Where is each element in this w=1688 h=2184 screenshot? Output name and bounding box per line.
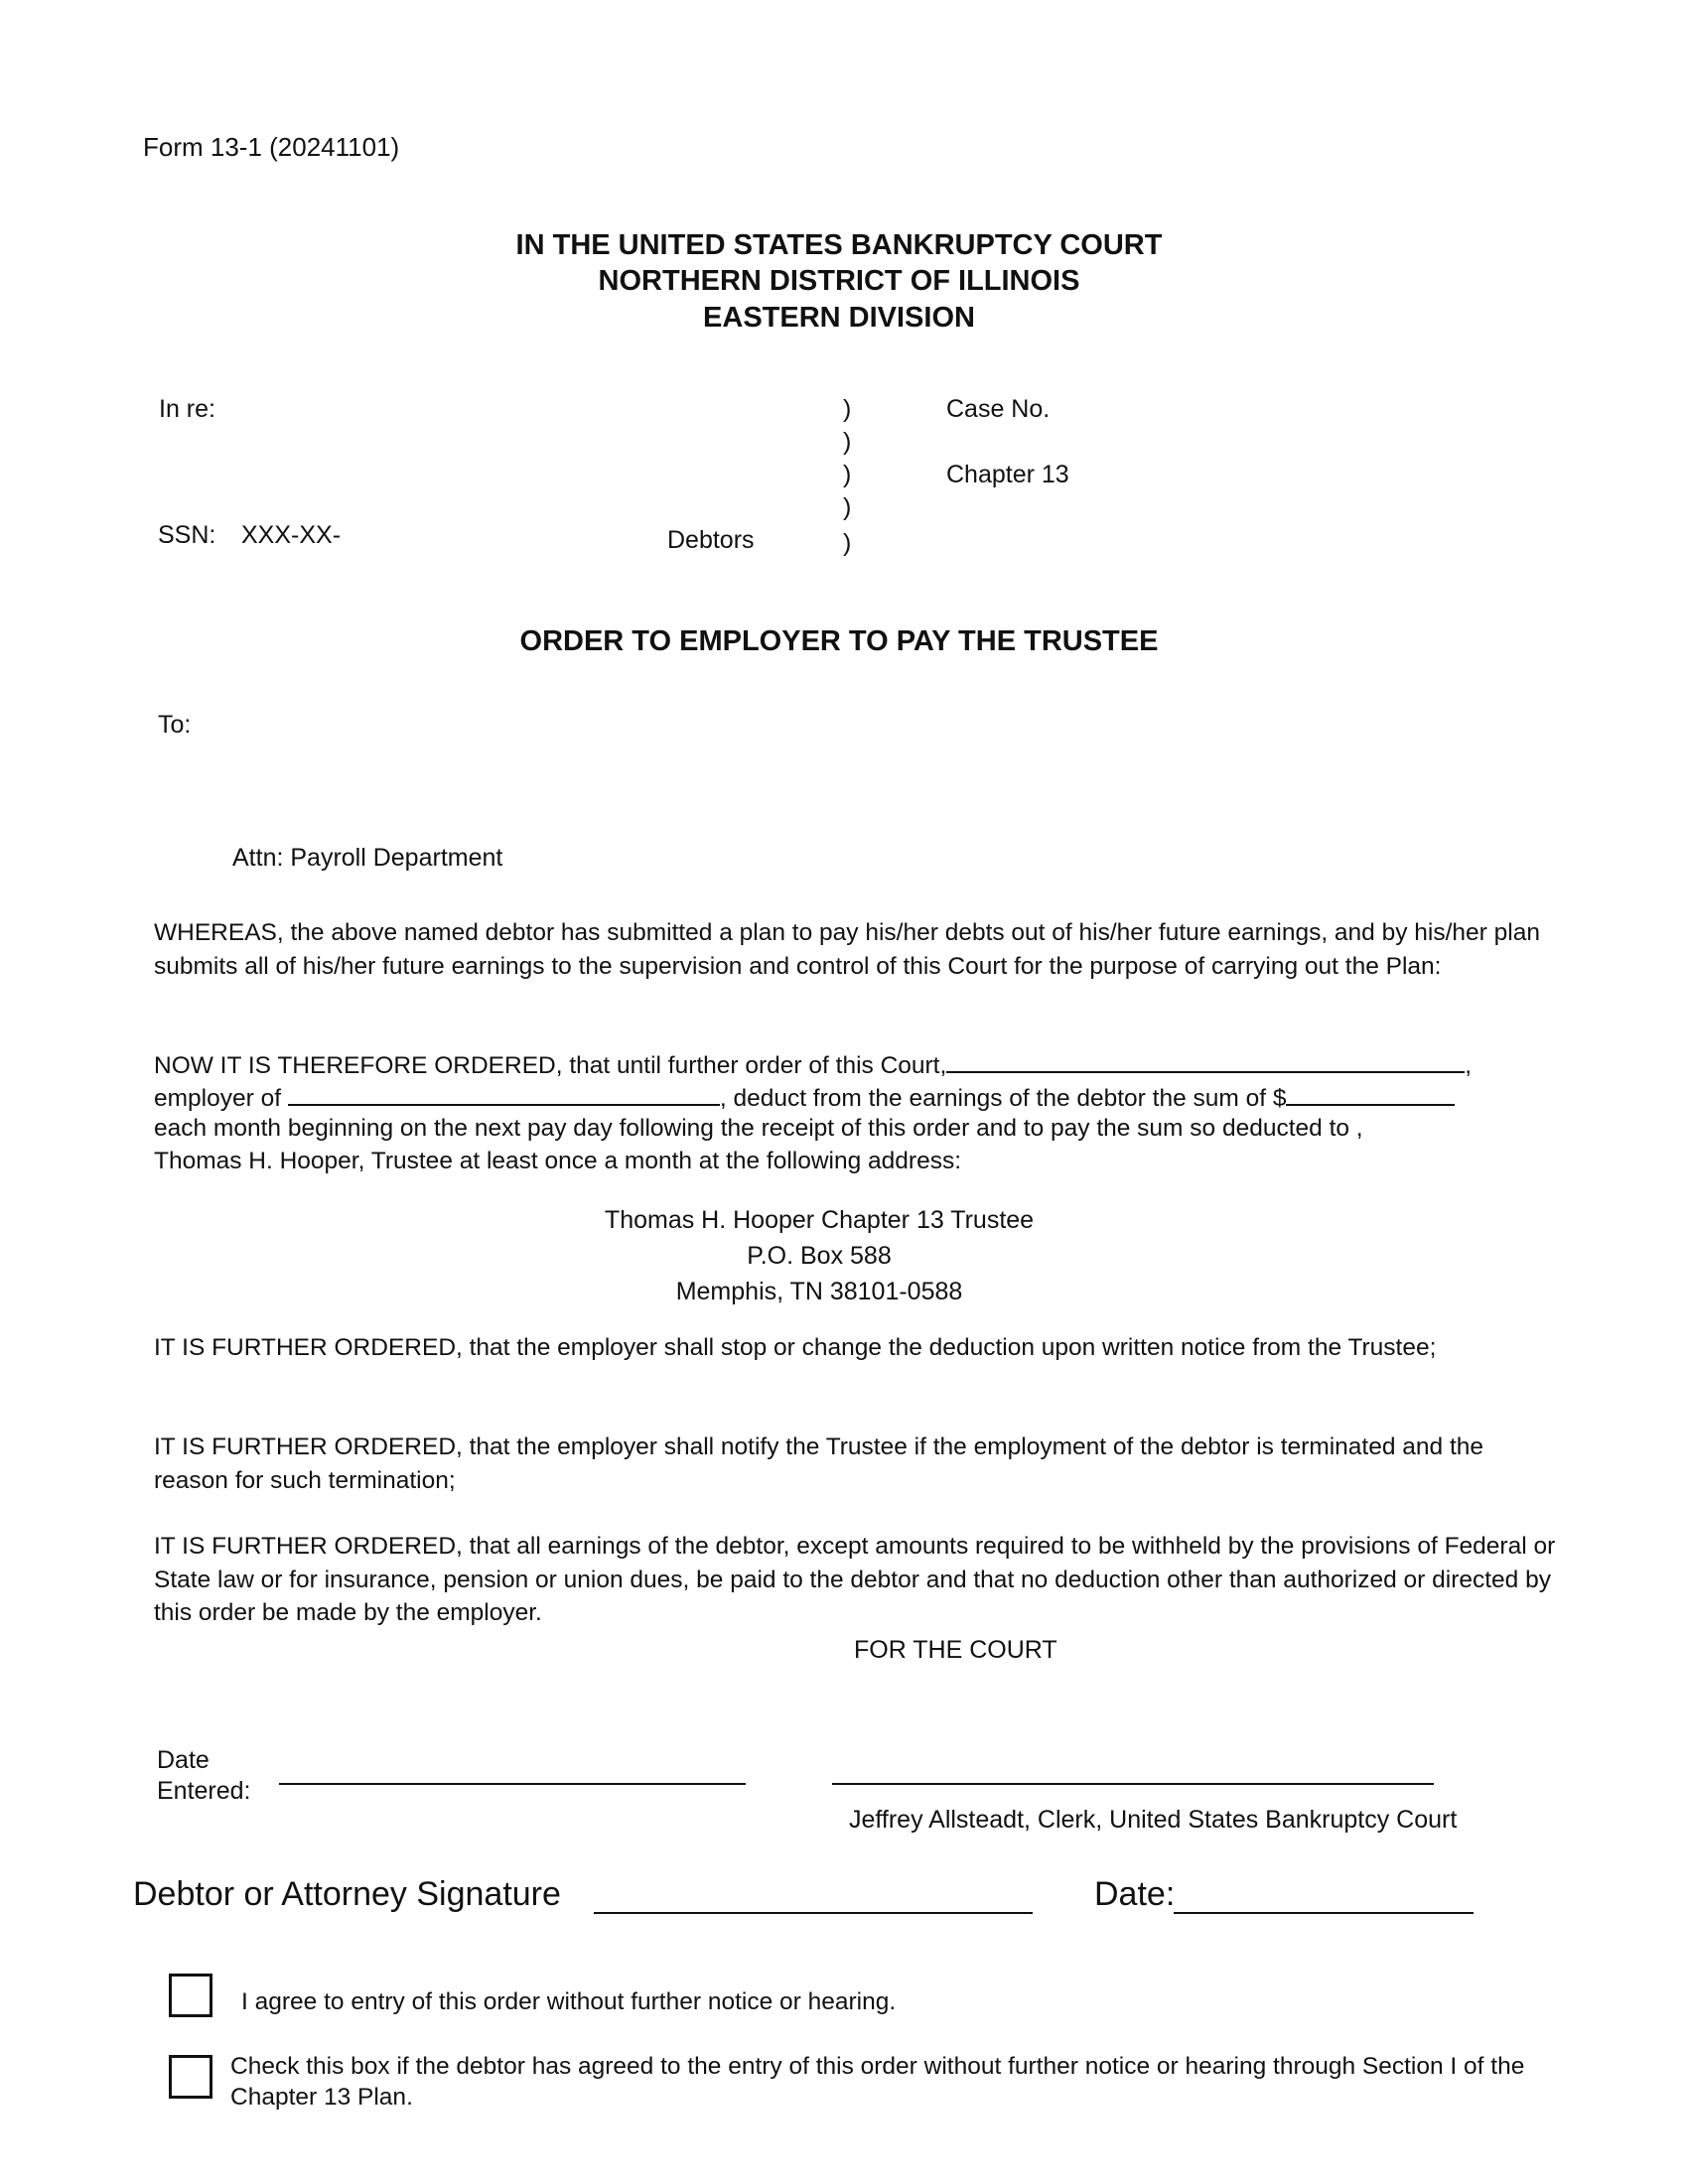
order-title: ORDER TO EMPLOYER TO PAY THE TRUSTEE <box>519 625 1159 657</box>
ordered-line-3: each month beginning on the next pay day following the receipt of this order and to pay the sum so deducted to , <box>154 1115 1363 1142</box>
debtor-signature-line[interactable] <box>594 1912 1033 1914</box>
caption-paren: ) <box>843 395 852 423</box>
ordered-line-2 <box>154 1082 1455 1113</box>
agree-checkbox-label: I agree to entry of this order without further notice or hearing. <box>241 1988 897 2015</box>
chapter-label: Chapter 13 <box>946 461 1069 488</box>
date-entered-line[interactable] <box>279 1783 746 1785</box>
attn-line: Attn: Payroll Department <box>232 844 503 872</box>
caption-paren: ) <box>843 428 852 456</box>
case-no-label: Case No. <box>946 395 1051 423</box>
signature-date-line[interactable] <box>1174 1912 1474 1914</box>
court-name: IN THE UNITED STATES BANKRUPTCY COURT <box>515 229 1163 261</box>
to-label: To: <box>158 711 192 739</box>
deduct-text: , deduct from the earnings of the debtor the sum of $ <box>719 1085 1287 1112</box>
caption-paren: ) <box>843 461 852 488</box>
debtor-signature-label: Debtor or Attorney Signature <box>133 1875 561 1913</box>
ssn-label: SSN: <box>158 521 216 549</box>
in-re-label: In re: <box>159 395 215 423</box>
trustee-address-line-2: P.O. Box 588 <box>747 1242 892 1270</box>
employee-name-blank[interactable] <box>946 1049 1465 1073</box>
further-ordered-1: IT IS FURTHER ORDERED, that the employer shall stop or change the deduction upon written notice from the Trustee; <box>154 1334 1437 1361</box>
ordered-text-1: NOW IT IS THEREFORE ORDERED, that until further order of this Court, <box>154 1052 947 1079</box>
employer-name-blank[interactable] <box>288 1082 720 1106</box>
date-entered-label-1: Date <box>157 1746 210 1774</box>
ssn-value: XXX-XX- <box>241 521 342 549</box>
employer-of-label: employer of <box>154 1085 282 1112</box>
ordered-comma: , <box>1465 1052 1473 1079</box>
caption-paren: ) <box>843 529 852 557</box>
signature-date-label: Date: <box>1094 1875 1176 1913</box>
trustee-address-line-1: Thomas H. Hooper Chapter 13 Trustee <box>604 1206 1035 1234</box>
court-district: NORTHERN DISTRICT OF ILLINOIS <box>598 265 1080 297</box>
trustee-address-line-3: Memphis, TN 38101-0588 <box>675 1278 963 1305</box>
plan-consent-checkbox-label: Check this box if the debtor has agreed to the entry of this order without further notice or hearing through Section I of the Chapter 13 Plan. <box>230 2053 1525 2111</box>
deduction-amount-blank[interactable] <box>1286 1082 1455 1106</box>
further-ordered-2: IT IS FURTHER ORDERED, that the employer shall notify the Trustee if the employment of the debtor is terminated and the reason for such termination; <box>154 1433 1484 1494</box>
date-entered-label-2: Entered: <box>157 1777 251 1805</box>
debtors-label: Debtors <box>667 526 755 554</box>
clerk-name: Jeffrey Allsteadt, Clerk, United States Bankruptcy Court <box>849 1806 1458 1834</box>
court-division: EASTERN DIVISION <box>703 302 975 334</box>
for-the-court: FOR THE COURT <box>854 1636 1057 1664</box>
ordered-line-4: Thomas H. Hooper, Trustee at least once a month at the following address: <box>154 1148 962 1174</box>
agree-checkbox[interactable] <box>169 1974 212 2017</box>
whereas-paragraph: WHEREAS, the above named debtor has submitted a plan to pay his/her debts out of his/her future earnings, and by his/her plan submits all of his/her future earnings to the supervision and control of this Court for the purpose of carrying out the Plan: <box>154 919 1540 980</box>
form-id: Form 13-1 (20241101) <box>143 132 400 162</box>
further-ordered-3: IT IS FURTHER ORDERED, that all earnings of the debtor, except amounts required to be withheld by the provisions of Federal or State law or for insurance, pension or union dues, be paid to the debtor and that no deduction other than authorized or directed by this order be made by the employer. <box>154 1533 1556 1626</box>
caption-paren: ) <box>843 493 852 521</box>
ordered-line-1 <box>154 1049 1472 1080</box>
plan-consent-checkbox[interactable] <box>169 2055 212 2099</box>
clerk-signature-line[interactable] <box>832 1783 1434 1785</box>
